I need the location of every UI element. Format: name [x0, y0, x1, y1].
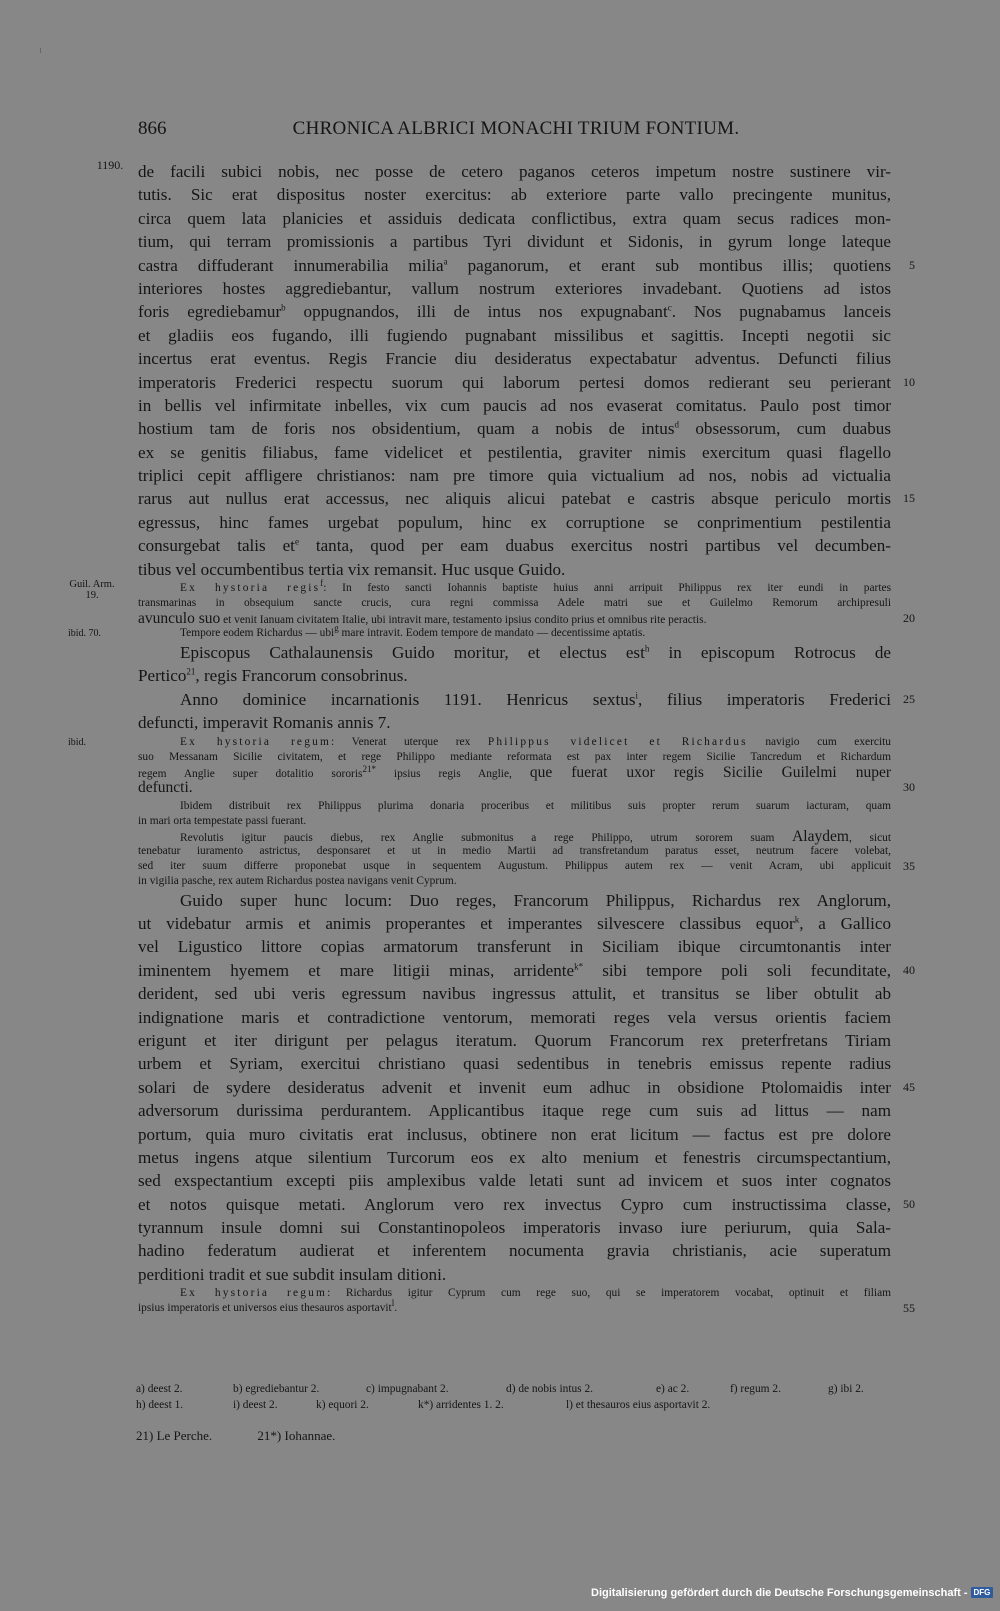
footnote: l) et thesauros eius asportavit 2. [566, 1399, 711, 1411]
text-segment: ipsius regis Anglie, [375, 767, 530, 780]
text-segment: Philippus videlicet et Richardus [487, 735, 748, 748]
footnote-marker: h [644, 643, 650, 654]
year-marker: 1190. [96, 158, 124, 172]
text-segment: in vigilia pasche, rex autem Richardus postea navigans venit Cyprum. [138, 874, 457, 887]
text-line [138, 1006, 891, 1029]
text-line [138, 558, 891, 581]
text-segment: ipsius imperatoris et universos eius thesauros asportavit [138, 1302, 392, 1315]
line-number: 45 [903, 1079, 915, 1094]
text-line [138, 641, 891, 664]
text-segment: vel Ligustico littore copias armatorum transferunt in Siciliam ibique circumtonantis inter [138, 937, 891, 957]
small-line [138, 814, 891, 829]
text-line [138, 1076, 915, 1099]
main-text [68, 158, 915, 1316]
text-segment: Alaydem [792, 827, 849, 845]
text-segment: adversorum durissima perdurantem. Applicantibus itaque rege cum suis ad littus — nam [138, 1101, 891, 1121]
text-segment: Anno dominice incarnationis 1191. Henricus sextus [180, 689, 636, 709]
text-line [138, 664, 891, 687]
small-line [138, 874, 891, 889]
text-segment: interiores hostes aggrediebantur, vallum nostrum exteriores invadebant. Quotiens ad istos [138, 278, 891, 298]
small-line [69, 578, 892, 602]
text-segment: et notos quisque metati. Anglorum vero rex invectus Cypro cum instructissima classe, [138, 1194, 891, 1214]
text-segment: sed exspectantium excepti piis amplexibus valde letati sunt ad invicem et suos inter cognatos [138, 1171, 891, 1191]
text-line [138, 183, 891, 206]
text-line [138, 300, 891, 323]
small-line [138, 596, 891, 611]
footnote-marker: e [294, 536, 299, 547]
line-number: 50 [903, 1196, 915, 1211]
dfg-logo: DFG [971, 1587, 994, 1598]
text-segment: et gladiis eos fugando, illi fugiendo pugnabant missilibus et sagittis. Incepti negotii sic [138, 325, 891, 345]
text-segment: iminentem hyemem et mare litigii minas, arridente [138, 960, 575, 980]
small-line [138, 765, 891, 780]
text-segment: Pertico [138, 666, 187, 686]
text-segment: tium, qui terram promissionis a partibus Tyri dividunt et Sidonis, in gyrum longe lateque [138, 232, 891, 252]
text-segment: , sicut [848, 831, 891, 844]
footnote-marker: c [667, 302, 672, 313]
text-line [138, 1099, 891, 1122]
text-line [138, 1193, 915, 1216]
text-line [138, 1239, 891, 1262]
text-segment: . Nos pugnabamus lanceis [671, 302, 891, 322]
text-line [138, 982, 891, 1005]
text-line [96, 158, 891, 183]
small-line [138, 844, 891, 859]
small-line [138, 750, 891, 765]
footnote-marker: k [794, 914, 800, 925]
text-segment: sed iter suum differre proponebat usque in sequentem Augustum. Philippus autem rex — venit Acram, ubi applicuit [138, 859, 891, 872]
footnote-marker: g [334, 623, 339, 634]
text-segment: imperatoris Frederici respectu suorum qui laborum pertesi domos redierant seu perierant [138, 372, 891, 392]
text-line [138, 889, 891, 912]
text-segment: indignatione maris et contradictione ventorum, memorati reges vela versus orientis faciem [138, 1007, 891, 1027]
small-line [68, 623, 891, 641]
text-segment: Episcopus Cathalaunensis Guido moritur, et electus est [180, 643, 645, 663]
text-segment: : In festo sancti Iohannis baptiste huius anni arripuit Philippus rex iter eundi in partes [323, 582, 892, 595]
line-number: 10 [903, 374, 915, 389]
text-segment: , filius imperatoris Frederici [638, 689, 891, 709]
text-segment: Guil. Arm. [69, 579, 115, 591]
text-line [138, 1146, 891, 1169]
text-line [138, 511, 891, 534]
text-segment: Guido super hunc locum: Duo reges, Francorum Philippus, Richardus rex Anglorum, [180, 890, 891, 910]
text-segment: Ex hystoria regum [180, 735, 332, 748]
text-segment: , a Gallico [799, 913, 891, 933]
text-segment: circa quem lata planicies et assiduis dedicata conflictibus, extra quam secus radices mon- [138, 208, 891, 228]
small-line [138, 778, 915, 799]
text-segment: Revolutis igitur paucis diebus, rex Anglie submonitus a rege Philippo, utrum sororem suam [180, 831, 793, 844]
footnote-marker: d [674, 419, 679, 430]
text-line [138, 1169, 891, 1192]
text-segment: in episcopum Rotrocus de [649, 643, 891, 663]
footnote-marker: l [391, 1298, 395, 1309]
text-segment: metus ingens atque silentium Turcorum eos ex alto menium et fenestris circumspectantium, [138, 1147, 891, 1167]
text-segment: navigio cum exercitu [747, 735, 891, 748]
text-line [138, 441, 891, 464]
text-segment: sibi tempore poli soli fecunditate, [583, 960, 891, 980]
footnote: h) deest 1. [136, 1399, 184, 1411]
text-segment: , regis Francorum consobrinus. [195, 666, 408, 686]
text-segment: incertus erat eventus. Regis Francie diu desideratus expectabatur adventus. Defuncti filius [138, 349, 891, 369]
text-segment: Ex hystoria regum [180, 1287, 328, 1300]
text-segment: solari de sydere desideratus advenit et invenit eum adhuc in obsidione Ptolomaidis inter [138, 1077, 891, 1097]
line-number: 20 [903, 611, 915, 626]
text-segment: urbem et Syriam, exercitui christiano quasi sedentibus in tenebris emissus repente radius [138, 1054, 891, 1074]
text-segment: in bellis vel infirmitate inbelles, vix cum paucis ad nos evaserat comitatus. Paulo post timor [138, 395, 891, 415]
page-number: 866 [138, 118, 167, 139]
text-segment: suo Messanam Sicilie civitatem, et rege Philippo mediante reformata est pax inter regem Sicilie Tancredum et Richardum [138, 750, 891, 763]
text-segment: avunculo suo [138, 610, 221, 628]
text-segment: tutis. Sic erat dispositus noster exercitus: ab exteriore parte vallo precingente munitus, [138, 185, 891, 205]
line-number: 30 [903, 779, 915, 794]
footnote: c) impugnabant 2. [366, 1383, 449, 1395]
footnote-marker: k* [574, 961, 584, 972]
text-segment: de facili subici nobis, nec posse de cetero paganos ceteros impetum nostre sustinere vir- [138, 162, 891, 181]
line-number: 15 [903, 491, 915, 506]
text-segment: hostium tam de foris nos obsidentium, quam a nobis de intus [138, 419, 675, 439]
text-segment: rarus aut nullus erat accessus, nec aliquis alicui patebat e castris absque periculo mortis [138, 489, 891, 509]
footnote: f) regum 2. [730, 1383, 781, 1395]
footnote-marker: 21* [362, 763, 376, 774]
small-line [138, 1286, 891, 1301]
small-line [68, 735, 891, 750]
margin-ref [56, 579, 128, 601]
text-segment: regem Anglie super dotalitio sororis [138, 767, 363, 780]
footnote: a) deest 2. [136, 1383, 183, 1395]
text-segment: erigunt et iter dirigunt per pelagus iteratum. Quorum Francorum rex preterfretans Tiriam [138, 1030, 891, 1050]
footnote: k) equori 2. [316, 1399, 369, 1411]
text-line [138, 1263, 891, 1286]
footnote-marker: f [320, 578, 324, 589]
text-segment: transmarinas in obsequium sancte crucis, cura regni commissa Adele matri sue et Guilelmo Remorum archipresuli [138, 597, 891, 610]
footnote: b) egrediebantur 2. [233, 1383, 320, 1395]
text-segment: Tempore eodem Richardus — ubi [180, 627, 335, 640]
text-segment: et venit Ianuam civitatem Italie, ubi intravit mare, testamento ipsius condito prius et omnibus rite peractis. [220, 614, 707, 627]
text-line [138, 1123, 891, 1146]
text-segment: ut videbatur armis et animis properantes et imperantes silvescere classibus equor [138, 913, 795, 933]
text-segment: castra diffuderant innumerabilia milia [138, 255, 444, 275]
text-segment: foris egrediebamur [138, 302, 282, 322]
text-line [138, 1216, 891, 1239]
reference: 21*) Iohannae. [257, 1428, 336, 1443]
text-segment: mare intravit. Eodem tempore de mandato — decentissime aptatis. [338, 627, 646, 640]
text-segment: paganorum, et erant sub montibus illis; quotiens [447, 255, 891, 275]
footnote-marker: 21 [186, 666, 196, 677]
text-segment: defuncti, imperavit Romanis annis 7. [138, 713, 391, 733]
footnote: d) de nobis intus 2. [506, 1383, 594, 1395]
text-segment: tibus vel occumbentibus tertia vix remansit. Huc usque Guido. [138, 559, 566, 579]
footnote: k*) arridentes 1. 2. [418, 1399, 504, 1411]
line-number: 5 [909, 257, 915, 272]
line-number: 55 [903, 1301, 915, 1316]
text-line [138, 254, 915, 277]
text-line [138, 371, 915, 394]
text-line [138, 277, 891, 300]
text-segment: triplici cepit affligere christianos: nam pre timore quia victualium ad nos, nobis ad victualia [138, 466, 891, 486]
text-line [138, 207, 891, 230]
line-number: 25 [903, 691, 915, 706]
footnote: g) ibi 2. [828, 1383, 864, 1395]
text-segment: : Venerat uterque rex [331, 735, 488, 748]
text-segment: Ibidem distribuit rex Philippus plurima donaria proceribus et militibus suis propter rerum suarum iacturam, quam [180, 799, 891, 812]
footnote: e) ac 2. [656, 1383, 690, 1395]
reference: 21) Le Perche. [136, 1428, 213, 1443]
text-segment: tyrannum insule domni sui Constantinopoleos imperatoris invaso iure periurum, quia Sala- [138, 1218, 891, 1238]
margin-ref: ibid. [68, 736, 87, 748]
footnote: i) deest 2. [233, 1399, 278, 1411]
text-line [138, 1052, 891, 1075]
line-number: 40 [903, 962, 915, 977]
text-line [138, 711, 891, 734]
text-segment: defuncti. [138, 778, 193, 796]
text-segment: portum, quia muro civitatis erat inclusus, obtinere non erat licitum — factus est pre dolore [138, 1124, 891, 1144]
text-segment: consurgebat talis et [138, 536, 295, 556]
small-line [138, 610, 915, 628]
page-mark [40, 48, 41, 53]
text-segment: derident, sed ubi veris egressum navibus ingressus attulit, et transitus se liber obtulit ab [138, 984, 891, 1004]
text-segment: que fuerat uxor regis Sicilie Guilelmi nuper [529, 763, 891, 781]
digitization-credit: Digitalisierung gefördert durch die Deutsche Forschungsgemeinschaft - DFG [591, 1587, 993, 1599]
margin-ref: ibid. 70. [68, 628, 102, 640]
text-segment: 19. [85, 590, 99, 602]
text-segment: : Richardus igitur Cyprum cum rege suo, qui se imperatorem vocabat, optinuit et filiam [327, 1287, 891, 1300]
text-line [138, 487, 915, 510]
editor-references [136, 1428, 377, 1444]
text-line [138, 324, 891, 347]
text-segment: in mari orta tempestate passi fuerant. [138, 814, 307, 827]
text-segment: perditioni tradit et sue subdit insulam ditioni. [138, 1264, 447, 1284]
footnote-marker: b [281, 302, 286, 313]
footnote-row [136, 1381, 896, 1397]
text-line [138, 688, 915, 711]
text-segment: hadino federatum audierat et inferentem nocumenta gravia christianis, acie superatum [138, 1241, 891, 1261]
text-segment: tenebatur iuramento astrictus, desponsaret et ut in medio Martii ad transfretandum paratus esset, neutrum facere volebat, [138, 844, 891, 857]
text-segment: tanta, quod per eam duabus exercitus nostri partibus vel decumben- [298, 536, 891, 556]
small-line [138, 1298, 915, 1316]
page-header [138, 114, 894, 146]
footnote-row [136, 1397, 896, 1413]
running-title: CHRONICA ALBRICI MONACHI TRIUM FONTIUM. [292, 118, 740, 139]
text-segment: oppugnandos, illi de intus nos expugnabant [285, 302, 668, 322]
text-line [138, 417, 891, 440]
text-segment: ex se genitis filiabus, fame videlicet et pestilentia, graviter nimis exercitum quasi flagello [138, 442, 891, 462]
text-line [138, 534, 891, 557]
text-line [138, 959, 915, 982]
text-line [138, 1029, 891, 1052]
footnote-marker: i [635, 690, 639, 701]
text-segment: Ex hystoria regis [180, 582, 321, 595]
footnote-marker: a [443, 255, 448, 266]
text-segment: obsessorum, cum duabus [679, 419, 891, 439]
text-line [138, 394, 891, 417]
footnotes [136, 1381, 896, 1413]
text-segment: egressus, hinc fames urgebat populum, hinc ex corruptione se conprimentium pestilentia [138, 512, 891, 532]
small-line [138, 799, 891, 814]
text-line [138, 464, 891, 487]
text-segment: . [394, 1302, 398, 1315]
text-line [138, 912, 891, 935]
small-line [138, 858, 915, 874]
text-line [138, 347, 891, 370]
line-number: 35 [903, 858, 915, 873]
small-line [138, 829, 891, 844]
text-line [138, 230, 891, 253]
text-line [138, 935, 891, 958]
